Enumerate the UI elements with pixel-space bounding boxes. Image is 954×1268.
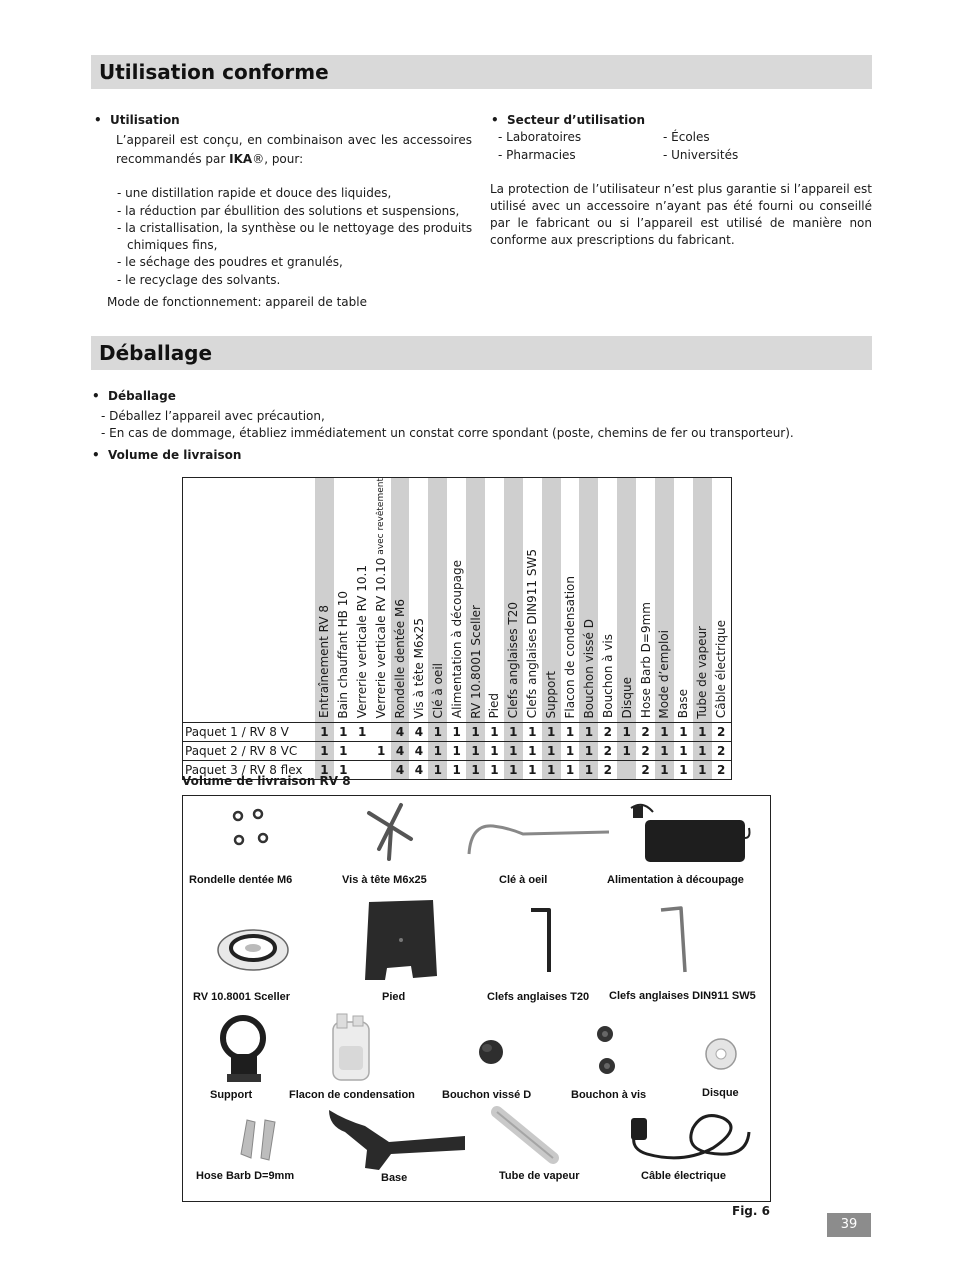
column-label: Mode d’emploi: [657, 629, 672, 719]
intro-text-end: ®, pour:: [252, 152, 304, 166]
utilisation-heading: • Utilisation: [94, 113, 180, 127]
table-cell: 1: [542, 761, 561, 780]
table-cell: [372, 761, 391, 780]
caption: Bouchon vissé D: [442, 1089, 532, 1101]
table-cell: 1: [523, 723, 542, 742]
base-icon: [325, 1104, 469, 1174]
table-cell: 1: [655, 723, 674, 742]
column-label: Flacon de condensation: [563, 575, 578, 719]
table-cell: 1: [315, 761, 334, 780]
column-header: [598, 478, 617, 723]
screw-cap-d-icon: [475, 1036, 509, 1070]
power-cable-icon: [623, 1108, 755, 1168]
table-cell: [353, 742, 372, 761]
use-item: - une distillation rapide et douce des liquides,: [117, 186, 392, 200]
caption: Flacon de condensation: [289, 1089, 415, 1101]
table-cell: 2: [598, 761, 617, 780]
table-cell: 2: [598, 742, 617, 761]
column-header: [712, 478, 731, 723]
caption: Rondelle dentée M6: [189, 874, 293, 886]
column-header: [579, 478, 598, 723]
table-corner: [183, 478, 316, 723]
column-header: [315, 478, 334, 723]
table-cell: 1: [693, 761, 712, 780]
column-header: [617, 478, 636, 723]
column-label: Tube de vapeur: [695, 625, 710, 719]
sector-item: - Universités: [663, 148, 739, 162]
table-cell: 1: [542, 742, 561, 761]
column-header: [447, 478, 466, 723]
section-title: Déballage: [99, 341, 213, 365]
table-cell: 1: [447, 761, 466, 780]
table-cell: 1: [655, 761, 674, 780]
volume-heading: • Volume de livraison: [92, 448, 242, 462]
column-header: [655, 478, 674, 723]
table-cell: 4: [409, 723, 428, 742]
table-cell: 1: [334, 723, 353, 742]
column-label: Hose Barb D=9mm: [638, 602, 653, 719]
table-cell: 1: [561, 761, 580, 780]
table-cell: 1: [504, 742, 523, 761]
column-label: Clefs anglaises DIN911 SW5: [525, 549, 540, 719]
column-label: Pied: [487, 693, 502, 719]
table-cell: 1: [504, 723, 523, 742]
column-label: Entraînement RV 8: [317, 605, 332, 719]
caption: Disque: [702, 1087, 739, 1099]
table-cell: 1: [428, 761, 447, 780]
table-cell: 2: [636, 742, 655, 761]
table-cell: 1: [523, 742, 542, 761]
table-cell: 1: [579, 742, 598, 761]
condensation-flask-icon: [325, 1010, 377, 1084]
column-header: [542, 478, 561, 723]
table-cell: 4: [409, 742, 428, 761]
table-header-row: [183, 478, 732, 723]
caption: Pied: [382, 991, 406, 1003]
table-cell: 1: [485, 742, 504, 761]
power-supply-icon: [623, 798, 753, 868]
figure-label: Fig. 6: [732, 1204, 770, 1218]
accessories-figure: [182, 795, 771, 1202]
row-label: Paquet 1 / RV 8 V: [183, 723, 316, 742]
table-row: [183, 723, 732, 742]
use-item: - le recyclage des solvants.: [117, 273, 281, 287]
table-cell: 1: [579, 723, 598, 742]
table-cell: 1: [674, 761, 693, 780]
column-header: [523, 478, 542, 723]
column-header: [485, 478, 504, 723]
column-header: [428, 478, 447, 723]
table-cell: 1: [561, 742, 580, 761]
utilisation-intro: [116, 131, 472, 169]
table-cell: 1: [447, 742, 466, 761]
table-cell: 4: [391, 723, 410, 742]
column-header: [372, 478, 391, 723]
table-cell: 1: [315, 723, 334, 742]
utilisation-heading-text: Utilisation: [110, 113, 180, 127]
column-label: Verrerie verticale RV 10.1: [355, 565, 370, 719]
deballage-heading-text: Déballage: [108, 389, 176, 403]
column-header: [674, 478, 693, 723]
row-label: Paquet 2 / RV 8 VC: [183, 742, 316, 761]
section-title: Utilisation conforme: [99, 60, 329, 84]
vapor-tube-icon: [491, 1104, 565, 1168]
table-cell: 1: [485, 761, 504, 780]
column-label: Base: [676, 689, 691, 719]
column-label: Clefs anglaises T20: [506, 602, 521, 719]
column-label: [372, 478, 390, 722]
caption: Tube de vapeur: [499, 1170, 580, 1182]
table-cell: 1: [428, 742, 447, 761]
figure-title: Volume de livraison RV 8: [182, 774, 351, 788]
brand-name: IKA: [229, 152, 253, 166]
disc-icon: [703, 1036, 739, 1072]
table-cell: [353, 761, 372, 780]
table-cell: 1: [334, 742, 353, 761]
table-cell: 2: [598, 723, 617, 742]
protection-note: La protection de l’utilisateur n’est plus garantie si l’appareil est utilisé avec un accessoire n’ayant pas été fourni ou conseillé par le fabricant ou si l’appareil est utilisé de manière non conforme aux prescriptions du fabricant.: [490, 182, 872, 247]
hose-barb-icon: [233, 1114, 283, 1164]
washer-icon: [225, 804, 275, 854]
table-cell: 1: [693, 742, 712, 761]
screw-cap-icon: [593, 1022, 621, 1078]
use-item: - la réduction par ébullition des solutions et suspensions,: [117, 204, 460, 218]
table-cell: 1: [655, 742, 674, 761]
use-item: - le séchage des poudres et granulés,: [117, 255, 343, 269]
column-header: [466, 478, 485, 723]
table-cell: 1: [504, 761, 523, 780]
volume-heading-text: Volume de livraison: [108, 448, 242, 462]
column-label-suffix: avec revêtement: [376, 478, 387, 558]
column-header: [391, 478, 410, 723]
column-header: [561, 478, 580, 723]
caption: Câble électrique: [641, 1170, 726, 1182]
column-header: [693, 478, 712, 723]
table-cell: 4: [391, 761, 410, 780]
column-label-main: Verrerie verticale RV 10.10: [374, 557, 389, 719]
screw-icon: [361, 799, 421, 867]
column-header: [409, 478, 428, 723]
table-cell: 1: [428, 723, 447, 742]
use-item: - la cristallisation, la synthèse ou le nettoyage des produits: [117, 221, 473, 235]
sector-item: - Laboratoires: [498, 130, 582, 144]
column-header: [636, 478, 655, 723]
table-cell: 1: [617, 723, 636, 742]
column-label: Bouchon vissé D: [581, 618, 596, 719]
use-item: chimiques fins,: [127, 238, 218, 252]
deballage-heading: • Déballage: [92, 389, 176, 403]
table-row: [183, 742, 732, 761]
table-cell: 4: [409, 761, 428, 780]
table-cell: 2: [712, 723, 731, 742]
table-cell: 1: [561, 723, 580, 742]
column-label: Rondelle dentée M6: [393, 598, 407, 719]
operating-mode: Mode de fonctionnement: appareil de table: [107, 295, 367, 309]
eye-wrench-icon: [463, 816, 613, 856]
table-cell: 1: [372, 742, 391, 761]
table-cell: 1: [466, 761, 485, 780]
page-number: 39: [827, 1213, 871, 1237]
secteur-heading-text: Secteur d’utilisation: [507, 113, 646, 127]
caption: Vis à tête M6x25: [342, 874, 427, 886]
section-header-deballage: [91, 336, 872, 370]
sector-item: - Pharmacies: [498, 148, 576, 162]
table-cell: 1: [693, 723, 712, 742]
table-cell: [617, 761, 636, 780]
table-cell: 2: [712, 742, 731, 761]
deballage-line: - Déballez l’appareil avec précaution,: [101, 409, 325, 423]
column-label: RV 10.8001 Sceller: [468, 604, 483, 719]
table-cell: 2: [636, 761, 655, 780]
secteur-heading: • Secteur d’utilisation: [491, 113, 646, 127]
sector-item: - Écoles: [663, 130, 710, 144]
table-cell: 1: [617, 742, 636, 761]
stand-icon: [361, 896, 441, 982]
column-label: Bain chauffant HB 10: [336, 590, 351, 719]
table-cell: [372, 723, 391, 742]
column-header: [504, 478, 523, 723]
column-label: Clé à oeil: [430, 662, 445, 719]
column-label: Alimentation à découpage: [449, 560, 464, 719]
caption: Alimentation à découpage: [607, 874, 744, 886]
caption: Base: [381, 1172, 408, 1184]
table-cell: 2: [712, 761, 731, 780]
intro-text: L’appareil est conçu, en combinaison avec les accessoires recommandés par: [116, 133, 472, 166]
support-clamp-icon: [213, 1014, 273, 1086]
column-label: Disque: [619, 677, 634, 719]
table-cell: 1: [485, 723, 504, 742]
table-cell: 1: [466, 723, 485, 742]
caption: Clefs anglaises T20: [487, 991, 590, 1003]
row-label: Paquet 3 / RV 8 flex: [183, 761, 316, 780]
section-header-utilisation: [91, 55, 872, 89]
deballage-line: - En cas de dommage, établiez immédiatement un constat corre spondant (poste, chemins de fer ou transporteur).: [101, 426, 794, 440]
caption: Clefs anglaises DIN911 SW5: [609, 990, 756, 1002]
column-label: Câble électrique: [714, 620, 729, 719]
caption: Hose Barb D=9mm: [196, 1170, 295, 1182]
table-cell: 1: [523, 761, 542, 780]
column-header: [353, 478, 372, 723]
column-label: Vis à tête M6x25: [411, 617, 426, 719]
caption: Clé à oeil: [499, 874, 548, 886]
table-cell: 4: [391, 742, 410, 761]
seal-icon: [215, 926, 291, 974]
table-cell: 1: [334, 761, 353, 780]
column-header: [334, 478, 353, 723]
allen-key-sw5-icon: [657, 904, 691, 976]
table-cell: 1: [674, 723, 693, 742]
caption: Support: [210, 1089, 253, 1101]
table-cell: 1: [674, 742, 693, 761]
table-cell: 1: [315, 742, 334, 761]
table-cell: 2: [636, 723, 655, 742]
table-cell: 1: [542, 723, 561, 742]
column-label: Bouchon à vis: [600, 634, 615, 719]
table-cell: 1: [447, 723, 466, 742]
table-cell: 1: [466, 742, 485, 761]
column-label: Support: [544, 671, 559, 719]
caption: Bouchon à vis: [571, 1089, 647, 1101]
caption: RV 10.8001 Sceller: [193, 991, 291, 1003]
table-cell: 1: [579, 761, 598, 780]
delivery-table: [182, 477, 732, 780]
allen-key-t20-icon: [527, 906, 557, 976]
table-cell: 1: [353, 723, 372, 742]
